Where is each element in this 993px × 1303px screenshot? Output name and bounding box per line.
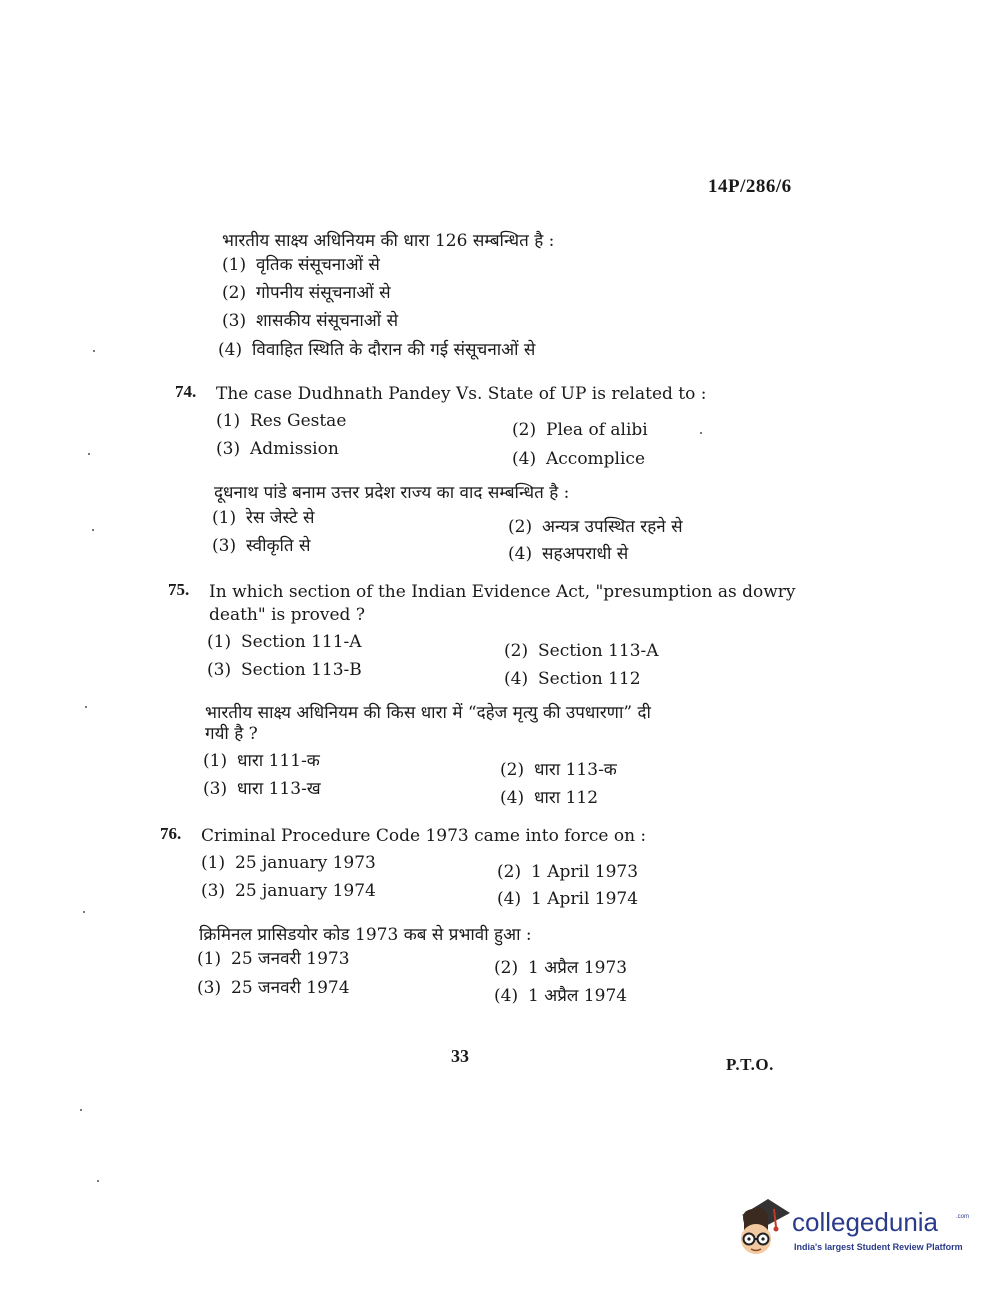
q74-hindi-stem: दूधनाथ पांडे बनाम उत्तर प्रदेश राज्य का वाद सम्बन्धित है : bbox=[214, 483, 570, 503]
scan-speck bbox=[92, 529, 94, 531]
option-text: अन्यत्र उपस्थित रहने से bbox=[542, 517, 683, 537]
option-number: (1) bbox=[212, 508, 237, 528]
q75-option-4 bbox=[504, 669, 641, 689]
q75-stem-line-1: In which section of the Indian Evidence Act, "presumption as dowry bbox=[209, 582, 796, 602]
student-mascot-icon bbox=[734, 1193, 790, 1259]
option-number: (2) bbox=[512, 420, 537, 440]
q75-hindi-option-1 bbox=[203, 748, 320, 771]
q76-hindi-option-1 bbox=[197, 946, 350, 969]
option-text: Section 113-B bbox=[241, 660, 362, 680]
option-text: Plea of alibi bbox=[546, 420, 648, 440]
brand-domain: .com bbox=[956, 1214, 970, 1220]
option-number: (1) bbox=[197, 949, 222, 969]
option-number: (3) bbox=[212, 536, 237, 556]
option-text: विवाहित स्थिति के दौरान की गई संसूचनाओं से bbox=[252, 340, 536, 360]
option-number: (4) bbox=[512, 449, 537, 469]
scan-speck bbox=[97, 1180, 99, 1182]
q75-hindi-stem-line-2: गयी है ? bbox=[205, 724, 258, 744]
scan-speck bbox=[85, 706, 87, 708]
option-number: (3) bbox=[222, 311, 247, 331]
brand-name: collegedunia bbox=[792, 1207, 939, 1237]
q74-option-1 bbox=[216, 411, 346, 431]
option-number: (2) bbox=[497, 862, 522, 882]
pto-label: P.T.O. bbox=[726, 1055, 774, 1074]
option-text: धारा 113-क bbox=[534, 760, 617, 780]
option-text: रेस जेस्टे से bbox=[246, 508, 315, 528]
brand-tagline: India's largest Student Review Platform bbox=[794, 1242, 963, 1252]
option-text: 1 April 1974 bbox=[531, 889, 639, 909]
q76-option-1 bbox=[201, 853, 376, 873]
option-number: (2) bbox=[222, 283, 247, 303]
option-text: सहअपराधी से bbox=[542, 544, 629, 564]
scan-speck bbox=[80, 1109, 82, 1111]
option-text: 25 जनवरी 1973 bbox=[231, 949, 350, 969]
option-number: (3) bbox=[216, 439, 241, 459]
paper-code: 14P/286/6 bbox=[708, 176, 792, 197]
q74-hindi-option-2 bbox=[508, 514, 683, 537]
q75-hindi-option-4 bbox=[500, 785, 598, 808]
option-number: (1) bbox=[222, 255, 247, 275]
q74-number: 74. bbox=[175, 382, 197, 401]
q75-hindi-option-3 bbox=[203, 776, 321, 799]
option-text: धारा 112 bbox=[534, 788, 599, 808]
option-number: (1) bbox=[216, 411, 241, 431]
q76-hindi-stem: क्रिमिनल प्रासिडयोर कोड 1973 कब से प्रभावी हुआ : bbox=[199, 925, 532, 945]
q75-number: 75. bbox=[168, 580, 190, 599]
option-text: गोपनीय संसूचनाओं से bbox=[256, 283, 391, 303]
scan-speck bbox=[700, 432, 702, 434]
q74-hindi-option-4 bbox=[508, 541, 628, 564]
q75-hindi-stem-line-1: भारतीय साक्ष्य अधिनियम की किस धारा में “दहेज मृत्यु की उपधारणा” दी bbox=[205, 703, 651, 723]
option-number: (2) bbox=[494, 958, 519, 978]
q75-option-1 bbox=[207, 632, 362, 652]
option-number: (2) bbox=[504, 641, 529, 661]
option-text: 25 जनवरी 1974 bbox=[231, 978, 350, 998]
option-number: (4) bbox=[500, 788, 525, 808]
option-number: (4) bbox=[508, 544, 533, 564]
q76-number: 76. bbox=[160, 824, 182, 843]
option-text: स्वीकृति से bbox=[246, 536, 311, 556]
q74-stem: The case Dudhnath Pandey Vs. State of UP is related to : bbox=[216, 384, 707, 404]
option-number: (2) bbox=[500, 760, 525, 780]
option-text: 1 अप्रैल 1973 bbox=[528, 958, 628, 978]
q74-option-3 bbox=[216, 439, 339, 459]
q74-option-4 bbox=[512, 449, 645, 469]
option-number: (4) bbox=[504, 669, 529, 689]
option-text: Section 112 bbox=[538, 669, 641, 689]
q76-stem: Criminal Procedure Code 1973 came into force on : bbox=[201, 826, 647, 846]
option-number: (1) bbox=[201, 853, 226, 873]
option-text: वृतिक संसूचनाओं से bbox=[256, 255, 380, 275]
q76-option-4 bbox=[497, 889, 638, 909]
option-text: Section 111-A bbox=[241, 632, 362, 652]
option-number: (4) bbox=[218, 340, 243, 360]
scan-speck bbox=[93, 350, 95, 352]
q73-hindi-option-2 bbox=[222, 280, 391, 303]
option-number: (3) bbox=[207, 660, 232, 680]
option-text: 25 january 1973 bbox=[235, 853, 376, 873]
q75-option-3 bbox=[207, 660, 362, 680]
option-number: (3) bbox=[203, 779, 228, 799]
q76-hindi-option-4 bbox=[494, 983, 627, 1006]
q76-option-3 bbox=[201, 881, 376, 901]
option-text: Res Gestae bbox=[250, 411, 347, 431]
q74-option-2 bbox=[512, 420, 648, 440]
option-text: Section 113-A bbox=[538, 641, 659, 661]
q73-hindi-option-1 bbox=[222, 252, 380, 275]
option-number: (3) bbox=[197, 978, 222, 998]
q75-stem-line-2: death" is proved ? bbox=[209, 605, 365, 625]
scan-speck bbox=[88, 453, 90, 455]
option-text: Admission bbox=[250, 439, 339, 459]
option-number: (1) bbox=[203, 751, 228, 771]
q73-hindi-option-4 bbox=[218, 337, 535, 360]
option-text: 1 अप्रैल 1974 bbox=[528, 986, 628, 1006]
option-text: 1 April 1973 bbox=[531, 862, 639, 882]
option-number: (1) bbox=[207, 632, 232, 652]
option-text: 25 january 1974 bbox=[235, 881, 376, 901]
collegedunia-watermark bbox=[734, 1193, 970, 1263]
option-number: (4) bbox=[494, 986, 519, 1006]
q73-hindi-stem: भारतीय साक्ष्य अधिनियम की धारा 126 सम्बन्धित है : bbox=[222, 231, 555, 251]
q76-option-2 bbox=[497, 862, 638, 882]
option-number: (3) bbox=[201, 881, 226, 901]
q75-hindi-option-2 bbox=[500, 757, 617, 780]
page-number: 33 bbox=[451, 1046, 469, 1066]
option-text: शासकीय संसूचनाओं से bbox=[256, 311, 399, 331]
q74-hindi-option-1 bbox=[212, 505, 315, 528]
q76-hindi-option-2 bbox=[494, 955, 627, 978]
q74-hindi-option-3 bbox=[212, 533, 311, 556]
option-text: Accomplice bbox=[546, 449, 646, 469]
option-number: (2) bbox=[508, 517, 533, 537]
option-text: धारा 113-ख bbox=[237, 779, 321, 799]
scan-speck bbox=[83, 911, 85, 913]
q75-option-2 bbox=[504, 641, 659, 661]
q76-hindi-option-3 bbox=[197, 975, 350, 998]
option-number: (4) bbox=[497, 889, 522, 909]
option-text: धारा 111-क bbox=[237, 751, 320, 771]
q73-hindi-option-3 bbox=[222, 308, 398, 331]
